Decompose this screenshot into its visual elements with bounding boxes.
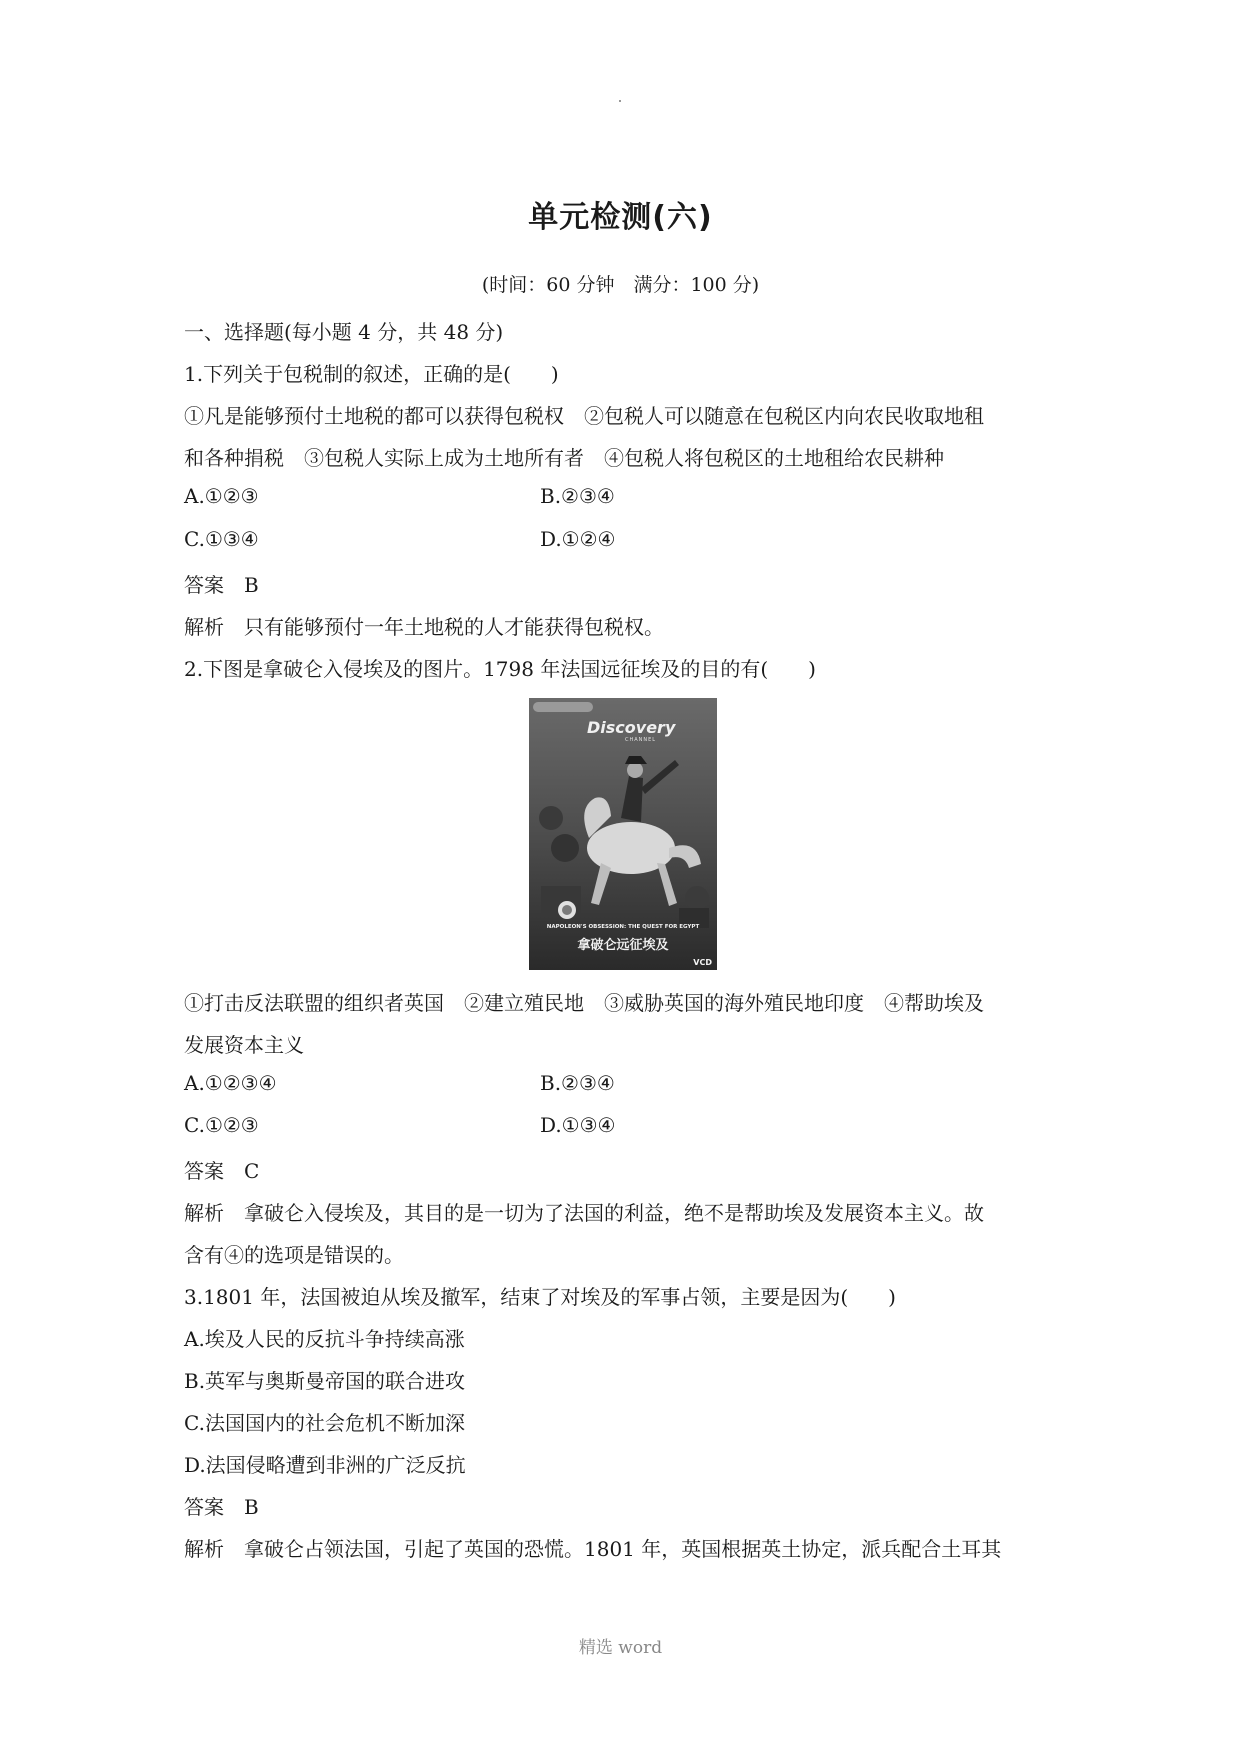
q2-option-b: B.②③④	[540, 1071, 615, 1095]
q1-stem: 1.下列关于包税制的叙述，正确的是( )	[184, 362, 559, 386]
q3-option-a: A.埃及人民的反抗斗争持续高涨	[184, 1327, 465, 1351]
q1-statement-line2: 和各种捐税 ③包税人实际上成为土地所有者 ④包税人将包税区的土地租给农民耕种	[184, 446, 944, 470]
q3-analysis-line1: 解析 拿破仑占领法国，引起了英国的恐慌。1801 年，英国根据英土协定，派兵配合土耳其	[184, 1537, 1002, 1561]
q2-option-d: D.①③④	[540, 1113, 616, 1137]
section-heading: 一、选择题(每小题 4 分，共 48 分)	[184, 320, 504, 344]
document-title: 单元检测(六)	[528, 200, 713, 235]
q1-option-d: D.①②④	[540, 527, 616, 551]
q3-option-c: C.法国国内的社会危机不断加深	[184, 1411, 465, 1435]
vcd-mark: VCD	[693, 958, 712, 967]
q2-stem: 2.下图是拿破仑入侵埃及的图片。1798 年法国远征埃及的目的有( )	[184, 657, 816, 681]
q1-option-c: C.①③④	[184, 527, 259, 551]
q3-stem: 3.1801 年，法国被迫从埃及撤军，结束了对埃及的军事占领，主要是因为( )	[184, 1285, 896, 1309]
q1-option-b: B.②③④	[540, 484, 615, 508]
discovery-logo: Discovery	[587, 718, 676, 737]
q2-analysis-line1: 解析 拿破仑入侵埃及，其目的是一切为了法国的利益，绝不是帮助埃及发展资本主义。故	[184, 1201, 984, 1225]
q2-analysis-line2: 含有④的选项是错误的。	[184, 1243, 404, 1267]
q2-option-c: C.①②③	[184, 1113, 259, 1137]
cover-tag-icon	[533, 702, 593, 712]
q1-option-a: A.①②③	[184, 484, 259, 508]
q3-option-d: D.法国侵略遭到非洲的广泛反抗	[184, 1453, 466, 1477]
page-footer: 精选 word	[578, 1638, 663, 1658]
q2-answer: 答案 C	[184, 1159, 260, 1183]
q1-statement-line1: ①凡是能够预付土地税的都可以获得包税权 ②包税人可以随意在包税区内向农民收取地租	[184, 404, 984, 428]
q1-analysis: 解析 只有能够预付一年土地税的人才能获得包税权。	[184, 615, 664, 639]
discovery-channel-label: CHANNEL	[625, 737, 657, 743]
q3-option-b: B.英军与奥斯曼帝国的联合进攻	[184, 1369, 466, 1393]
q2-statement-line1: ①打击反法联盟的组织者英国 ②建立殖民地 ③威胁英国的海外殖民地印度 ④帮助埃及	[184, 991, 984, 1015]
q2-statement-line2: 发展资本主义	[184, 1033, 304, 1057]
cover-english-caption: NAPOLEON'S OBSESSION: THE QUEST FOR EGYPT	[546, 924, 700, 930]
napoleon-dvd-cover-image	[529, 698, 717, 970]
document-subtitle: (时间：60 分钟 满分：100 分)	[481, 274, 760, 296]
q2-option-a: A.①②③④	[184, 1071, 277, 1095]
page-dot	[619, 100, 621, 102]
q1-answer: 答案 B	[184, 573, 259, 597]
q3-answer: 答案 B	[184, 1495, 259, 1519]
cover-chinese-caption: 拿破仑远征埃及	[577, 938, 669, 953]
